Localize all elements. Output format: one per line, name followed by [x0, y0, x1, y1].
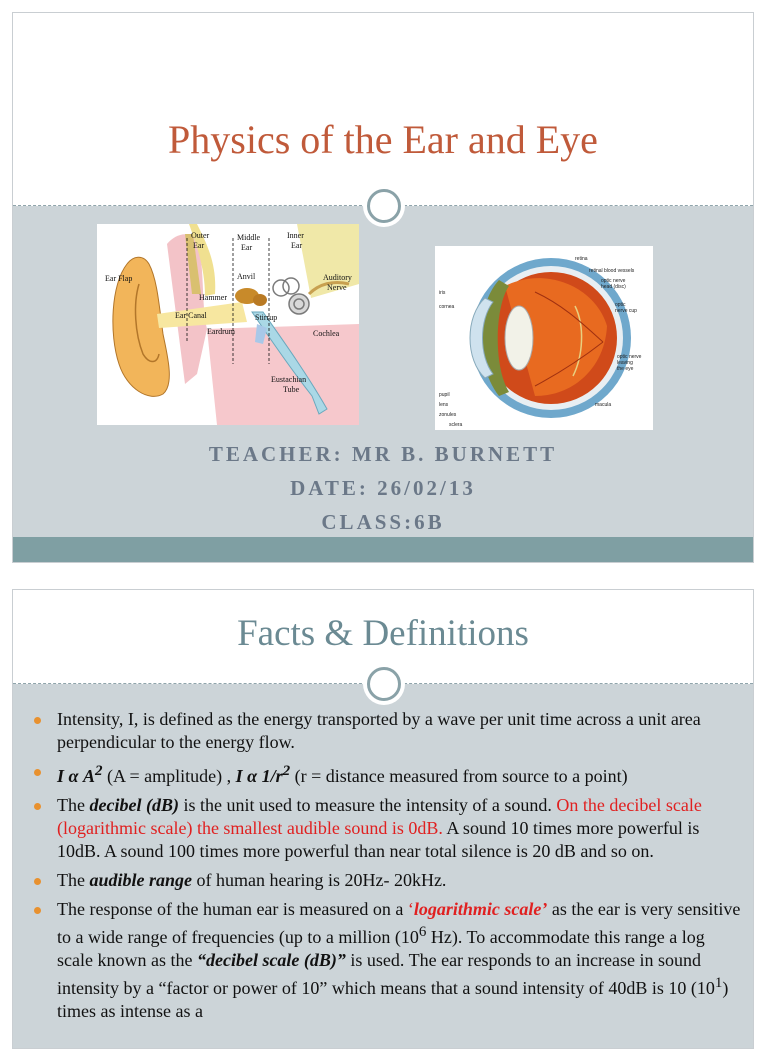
ear-label-inner: Inner — [287, 231, 304, 240]
ear-label-outer: Outer — [191, 231, 210, 240]
divider-ring-icon — [367, 667, 401, 701]
eye-diagram — [435, 246, 653, 430]
eye-label-iris: iris — [439, 290, 446, 296]
bullet-icon — [34, 803, 41, 810]
eye-label-cornea: cornea — [439, 304, 455, 310]
footer-bar — [13, 537, 753, 562]
slide-title-heading: Physics of the Ear and Eye — [168, 117, 598, 162]
eye-label-optic-cup: optic — [615, 302, 626, 308]
list-item: Intensity, I, is defined as the energy transported by a wave per unit time across a unit area perpendicular to the energy flow. — [33, 708, 743, 754]
ear-label-hammer: Hammer — [199, 293, 227, 302]
ear-label-eustachian: Eustachian — [271, 375, 307, 384]
svg-text:Ear: Ear — [193, 241, 205, 250]
ear-label-auditory: Auditory — [323, 273, 352, 282]
list-item: The decibel (dB) is the unit used to measure the intensity of a sound. On the decibel scale (logarithmic scale) the smallest audible sound is 0dB. A sound 10 times more powerful is 10dB. A sound 100 times more powerful than near total silence is 20 dB and so on. — [33, 794, 743, 863]
svg-text:Ear: Ear — [241, 243, 253, 252]
title-area — [13, 13, 753, 205]
divider-ring-icon — [367, 189, 401, 223]
ear-label-cochlea: Cochlea — [313, 329, 340, 338]
ear-label-middle: Middle — [237, 233, 261, 242]
eye-label-lens: lens — [439, 402, 449, 408]
svg-text:the eye: the eye — [617, 366, 634, 372]
eye-label-retina: retina — [575, 256, 588, 262]
svg-text:Nerve: Nerve — [327, 283, 347, 292]
slide-facts — [12, 589, 754, 1049]
class-line: CLASS:6B — [321, 510, 445, 534]
svg-text:Ear: Ear — [291, 241, 303, 250]
eye-label-zonules: zonules — [439, 412, 457, 418]
svg-text:Tube: Tube — [283, 385, 300, 394]
slide-title — [12, 12, 754, 563]
eye-label-sclera: sclera — [449, 422, 463, 428]
eye-label-macula: macula — [595, 402, 612, 408]
ear-label-flap: Ear Flap — [105, 274, 133, 283]
ear-label-eardrum: Eardrum — [207, 327, 235, 336]
svg-text:leaving: leaving — [617, 360, 633, 366]
eye-label-optic-head: optic nerve — [601, 278, 626, 284]
svg-text:nerve cup: nerve cup — [615, 308, 637, 314]
list-item: The response of the human ear is measured on a ‘logarithmic scale’ as the ear is very sensitive to a wide range of frequencies (up to a million ($10^6$ Hz). To accommodate this range a log scale known as the “decibel scale (dB)” is used. The ear responds to an increase in sound intensity by a “factor or power of 10” which means that a sound intensity of 40dB is 10 $(10^1)$ times as intense as a — [33, 898, 743, 1023]
date-line: DATE: 26/02/13 — [290, 476, 476, 500]
bullet-icon — [34, 907, 41, 914]
slide-title-heading: Facts & Definitions — [237, 613, 529, 654]
ear-label-stirrup: Stirrup — [255, 313, 278, 322]
svg-text:head (disc): head (disc) — [601, 284, 626, 290]
ear-label-anvil: Anvil — [237, 272, 256, 281]
teacher-line: TEACHER: MR B. BURNETT — [208, 442, 558, 466]
eye-label-optic-leaving: optic nerve — [617, 354, 642, 360]
bullet-icon — [34, 717, 41, 724]
bullet-icon — [34, 878, 41, 885]
ear-label-canal: Ear Canal — [175, 311, 207, 320]
eye-label-pupil: pupil — [439, 392, 450, 398]
ear-diagram — [97, 224, 359, 425]
facts-list — [33, 708, 743, 1029]
list-item: I α $A^2$ (A = amplitude) , I α $1/r^2$ (r = distance measured from source to a point) — [33, 760, 743, 788]
bullet-icon — [34, 769, 41, 776]
eye-label-vessels: retinal blood vessels — [589, 268, 635, 274]
list-item: The audible range of human hearing is 20Hz- 20kHz. — [33, 869, 743, 892]
